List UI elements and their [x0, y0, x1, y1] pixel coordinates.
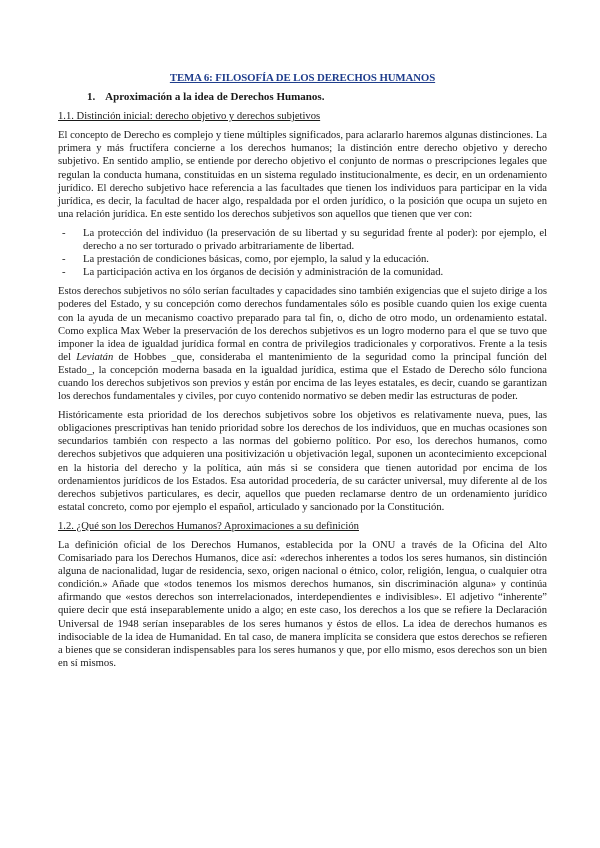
paragraph-2	[58, 285, 547, 403]
paragraph-2-part-b: de Hobbes _que, consideraba el mantenimiento de la seguridad como la principal función del Estado_, la concepción moderna basada en la igualdad jurídica, estima que el Estado de Derecho sólo funciona cuando los derechos subjetivos son previos y están por encima de las leyes estatales, es decir, cuando se garantizan los derechos fundamentales y civiles, por cuyo contenido normativo se deben medir las estructuras de poder.	[58, 351, 547, 403]
document-page	[58, 72, 547, 676]
list-item: - La participación activa en los órganos de decisión y administración de la comunidad.	[58, 266, 547, 279]
subsection-heading-1-2: 1.2. ¿Qué son los Derechos Humanos? Aproximaciones a su definición	[58, 520, 359, 532]
list-item: - La prestación de condiciones básicas, como, por ejemplo, la salud y la educación.	[58, 253, 547, 266]
list-item: - La protección del individuo (la preservación de su libertad y su seguridad frente al poder): por ejemplo, el derecho a no ser torturado o privado arbitrariamente de libertad.	[58, 227, 547, 253]
bullet-list	[58, 227, 547, 279]
paragraph-3: Históricamente esta prioridad de los derechos subjetivos sobre los objetivos es relativamente nueva, pues, las obligaciones prescriptivas han tenido prioridad sobre los derechos de los individuos, que en muchas ocasiones son secundarios también con respecto a las normas del gobierno político. Por eso, los derechos humanos, como derechos subjetivos que adquieren una positivización u objetivación legal, suponen un acontecimiento excepcional en la historia del derecho y la política, aún más si se considera que tienen autoridad por encima de los ordenamientos jurídicos de los Estados. Esa autoridad procedería, de su carácter universal, muy diferente al de los derechos subjetivos particulares, es decir, aquellos que pueden reclamarse dentro de un ordenamiento jurídico estatal concreto, como por ejemplo el español, articulado y sancionado por la Constitución.	[58, 410, 547, 513]
paragraph-2-part-a: Estos derechos subjetivos no sólo serían facultades y capacidades sino también exigencias que el sujeto dirige a los poderes del Estado, y su concepción como derechos fundamentales sólo es posible cuando quien los exige cuenta con la ayuda de un mecanismo coactivo preparado para tal fin, o, dicho de otro modo, un ordenamiento estatal. Como explica Max Weber la preservación de los derechos subjetivos es un logro moderno para el que se tuvo que imponer la idea de igualdad jurídica formal en contra de privilegios tradicionales y corporativos. Frente a la tesis del	[58, 286, 547, 363]
section-number: 1.	[87, 91, 96, 104]
paragraph-1: El concepto de Derecho es complejo y tiene múltiples significados, para aclararlo haremos algunas distinciones. La primera y más fructífera concierne a los derechos humanos; la distinción entre derecho objetivo y derecho subjetivo. En sentido amplio, se entiende por derecho objetivo el conjunto de normas o prescripciones legales que regulan la conducta humana, constituidas en un sistema regulado institucionalmente, es decir, en un ordenamiento jurídico. El derecho subjetivo hace referencia a las facultades que tienen los individuos para participar en la vida jurídica, es decir, la facultad de hacer algo, respaldada por el orden jurídico, o la posición que ocupa un sujeto en una relación jurídica. En este sentido los derechos subjetivos son aquellos que tienen que ver con:	[58, 130, 547, 220]
paragraph-4: La definición oficial de los Derechos Humanos, establecida por la ONU a través de la Oficina del Alto Comisariado para los Derechos Humanos, dice así: «derechos inherentes a todos los seres humanos, sin distinción alguna de nacionalidad, lugar de residencia, sexo, origen nacional o étnico, color, religión, lengua, o cualquier otra condición.» Añade que «todos tenemos los mismos derechos humanos, sin discriminación alguna» y continúa afirmando que «estos derechos son interrelacionados, interdependientes e indivisibles». El adjetivo “inherente” quiere decir que está inseparablemente unido a algo; en este caso, los derechos a los que se refiere la Declaración Universal de 1948 serían inseparables de los seres humanos y éstos de ellos. La idea de derechos humanos es indisociable de la idea de Humanidad. En tal caso, de manera implícita se considera que estos derechos se refieren a bienes que se consideran indispensables para los seres humanos y que, por ello mismo, esos derechos son un bien en sí mismos.	[58, 540, 547, 669]
section-heading-1	[87, 91, 547, 104]
subsection-heading-1-1: 1.1. Distinción inicial: derecho objetivo y derechos subjetivos	[58, 111, 321, 123]
section-title: Aproximación a la idea de Derechos Humanos.	[105, 91, 325, 104]
leviathan-title: Leviatán	[76, 351, 114, 363]
document-title: TEMA 6: FILOSOFÍA DE LOS DERECHOS HUMANOS	[169, 72, 436, 84]
